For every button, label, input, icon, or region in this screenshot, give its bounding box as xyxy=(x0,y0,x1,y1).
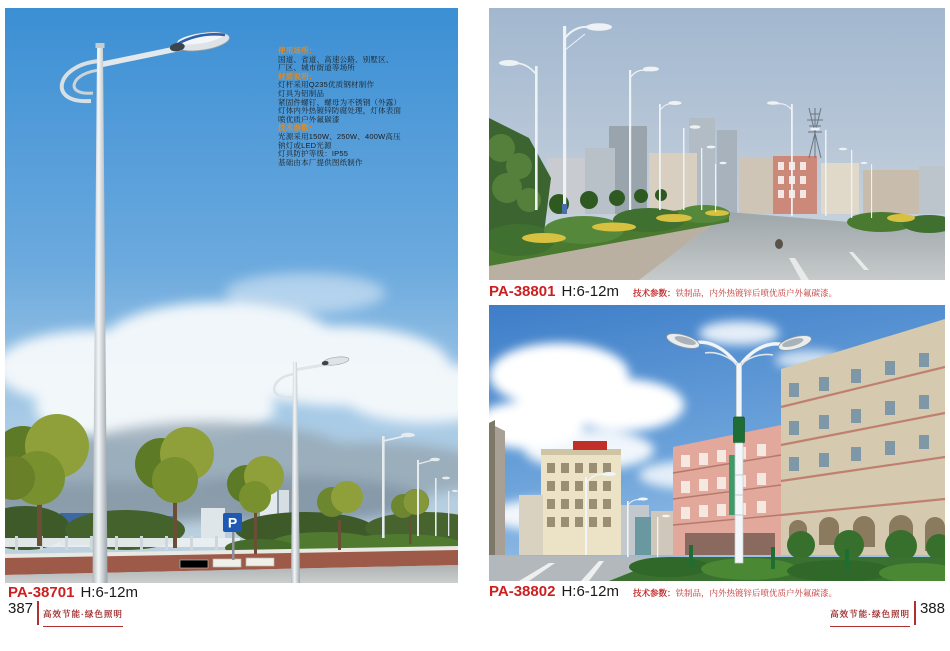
note-text: 铁制品，内外热镀锌后喷优质户外氟碳漆。 xyxy=(675,588,837,598)
height-spec: H:6-12m xyxy=(561,283,619,300)
info-line: 国道、省道、高速公路、别墅区、 xyxy=(278,54,394,64)
info-line: 喷优质户外氟碳漆 xyxy=(278,114,340,124)
motorbike xyxy=(775,239,783,249)
note-label: 技术参数： xyxy=(632,588,676,598)
note-label: 技术参数： xyxy=(632,288,676,298)
info-line: 厂区、城市街道等场所 xyxy=(278,63,355,73)
photo-pa-38801 xyxy=(489,8,945,280)
model-number: PA-38801 xyxy=(489,283,556,300)
footer-slogan-wrap xyxy=(830,604,910,627)
footer-left xyxy=(8,601,123,627)
distant-buildings xyxy=(621,505,673,555)
footer-divider xyxy=(914,601,916,625)
product-label-38801 xyxy=(489,283,837,301)
info-line: 钠灯或LED光源 xyxy=(278,140,332,150)
info-line: 灯具为铝制品 xyxy=(278,88,325,98)
footer-right xyxy=(830,601,945,627)
model-number: PA-38701 xyxy=(8,584,75,601)
note-text: 铁制品，内外热镀锌后喷优质户外氟碳漆。 xyxy=(675,288,837,298)
pink-building xyxy=(673,425,781,555)
info-line: 灯具防护等级：IP55 xyxy=(278,149,349,159)
page-number: 387 xyxy=(8,600,34,617)
info-heading-specs: 技术参数： xyxy=(278,123,317,133)
model-number: PA-38802 xyxy=(489,583,556,600)
photo-pa-38802 xyxy=(489,305,945,581)
info-line: 灯体内外热镀锌防腐处理，灯体表面 xyxy=(278,106,402,116)
info-heading-usage: 使用场所： xyxy=(278,46,317,55)
boulevard-scene-38801 xyxy=(489,8,945,280)
page-number: 388 xyxy=(919,600,945,617)
green-band xyxy=(734,417,745,443)
info-line: 基础由本厂提供图纸制作 xyxy=(278,157,363,167)
info-line: 光源采用150W、250W、400W高压 xyxy=(278,131,401,141)
product-info-block xyxy=(278,47,456,167)
footer-slogan-wrap xyxy=(43,604,123,627)
info-line: 灯杆采用Q235优质钢材制作 xyxy=(278,80,375,90)
footer-slogan: 高效节能·绿色照明 xyxy=(830,609,910,619)
footer-slogan: 高效节能·绿色照明 xyxy=(43,609,123,619)
footer-divider xyxy=(37,601,39,625)
product-label-38802 xyxy=(489,583,837,601)
double-arm-light-scene-38802 xyxy=(489,305,945,581)
left-edge-building xyxy=(489,420,505,555)
right-side-greenery xyxy=(847,212,945,233)
height-spec: H:6-12m xyxy=(561,583,619,600)
info-heading-material: 材质说明： xyxy=(278,71,317,81)
height-spec: H:6-12m xyxy=(80,584,138,601)
info-line: 紧固件螺钉、螺母为不锈钢（外露） xyxy=(278,97,402,107)
svg-text:P: P xyxy=(227,514,238,531)
